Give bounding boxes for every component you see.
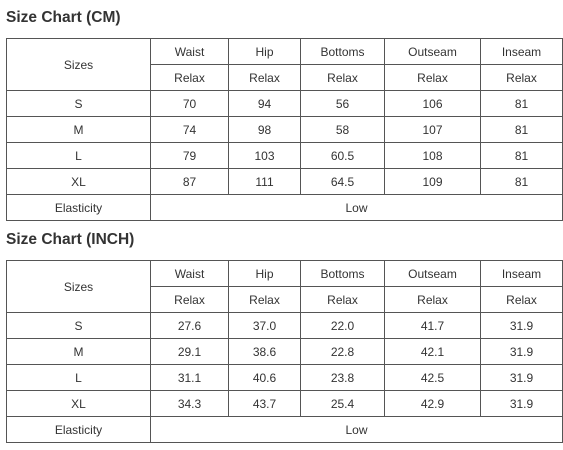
table-cell: 27.6 (151, 313, 229, 339)
table-cell: 87 (151, 169, 229, 195)
table-cell: 109 (385, 169, 481, 195)
column-header-inseam: Inseam (481, 39, 563, 65)
table-cell: 25.4 (301, 391, 385, 417)
table-cell: 38.6 (229, 339, 301, 365)
size-chart-inch-title: Size Chart (INCH) (6, 231, 135, 248)
table-row (7, 391, 563, 417)
table-cell: 31.1 (151, 365, 229, 391)
fit-cell: Relax (481, 287, 563, 313)
column-header-outseam: Outseam (385, 39, 481, 65)
table-cell: 22.8 (301, 339, 385, 365)
fit-cell: Relax (229, 287, 301, 313)
sizes-header: Sizes (7, 39, 151, 91)
size-chart-inch-table (6, 260, 563, 443)
table-cell: 81 (481, 117, 563, 143)
table-cell: 31.9 (481, 365, 563, 391)
table-cell: 37.0 (229, 313, 301, 339)
table-row (7, 169, 563, 195)
table-row (7, 143, 563, 169)
fit-cell: Relax (385, 287, 481, 313)
elasticity-value: Low (151, 195, 563, 221)
table-row (7, 91, 563, 117)
column-header-waist: Waist (151, 261, 229, 287)
fit-cell: Relax (385, 65, 481, 91)
column-header-hip: Hip (229, 39, 301, 65)
table-cell: 108 (385, 143, 481, 169)
table-cell: 60.5 (301, 143, 385, 169)
table-row (7, 313, 563, 339)
table-cell: 34.3 (151, 391, 229, 417)
table-cell: 43.7 (229, 391, 301, 417)
table-cell: 56 (301, 91, 385, 117)
elasticity-label: Elasticity (7, 417, 151, 443)
table-cell: 81 (481, 91, 563, 117)
table-row (7, 365, 563, 391)
elasticity-row (7, 195, 563, 221)
table-cell: 40.6 (229, 365, 301, 391)
table-cell: 42.1 (385, 339, 481, 365)
elasticity-value: Low (151, 417, 563, 443)
table-cell: 23.8 (301, 365, 385, 391)
sizes-header: Sizes (7, 261, 151, 313)
table-row (7, 117, 563, 143)
table-cell: 111 (229, 169, 301, 195)
table-cell: 42.9 (385, 391, 481, 417)
table-cell: 22.0 (301, 313, 385, 339)
column-header-outseam: Outseam (385, 261, 481, 287)
table-cell: 31.9 (481, 313, 563, 339)
column-header-inseam: Inseam (481, 261, 563, 287)
table-cell: 74 (151, 117, 229, 143)
size-chart-cm-title: Size Chart (CM) (6, 9, 121, 26)
size-label: L (7, 365, 151, 391)
table-cell: 42.5 (385, 365, 481, 391)
table-cell: 70 (151, 91, 229, 117)
size-label: M (7, 117, 151, 143)
table-cell: 64.5 (301, 169, 385, 195)
table-cell: 31.9 (481, 339, 563, 365)
table-cell: 107 (385, 117, 481, 143)
size-label: XL (7, 391, 151, 417)
size-label: S (7, 313, 151, 339)
table-cell: 29.1 (151, 339, 229, 365)
fit-cell: Relax (481, 65, 563, 91)
header-row (7, 261, 563, 287)
fit-cell: Relax (301, 287, 385, 313)
table-cell: 81 (481, 143, 563, 169)
fit-cell: Relax (301, 65, 385, 91)
size-label: L (7, 143, 151, 169)
size-chart-cm-table (6, 38, 563, 221)
size-label: XL (7, 169, 151, 195)
size-label: S (7, 91, 151, 117)
column-header-waist: Waist (151, 39, 229, 65)
fit-cell: Relax (229, 65, 301, 91)
fit-cell: Relax (151, 287, 229, 313)
column-header-bottoms: Bottoms (301, 261, 385, 287)
elasticity-row (7, 417, 563, 443)
size-label: M (7, 339, 151, 365)
table-cell: 41.7 (385, 313, 481, 339)
column-header-bottoms: Bottoms (301, 39, 385, 65)
table-cell: 81 (481, 169, 563, 195)
table-cell: 106 (385, 91, 481, 117)
table-cell: 94 (229, 91, 301, 117)
table-cell: 79 (151, 143, 229, 169)
table-cell: 31.9 (481, 391, 563, 417)
table-cell: 58 (301, 117, 385, 143)
table-cell: 98 (229, 117, 301, 143)
table-row (7, 339, 563, 365)
table-cell: 103 (229, 143, 301, 169)
column-header-hip: Hip (229, 261, 301, 287)
fit-cell: Relax (151, 65, 229, 91)
elasticity-label: Elasticity (7, 195, 151, 221)
header-row (7, 39, 563, 65)
